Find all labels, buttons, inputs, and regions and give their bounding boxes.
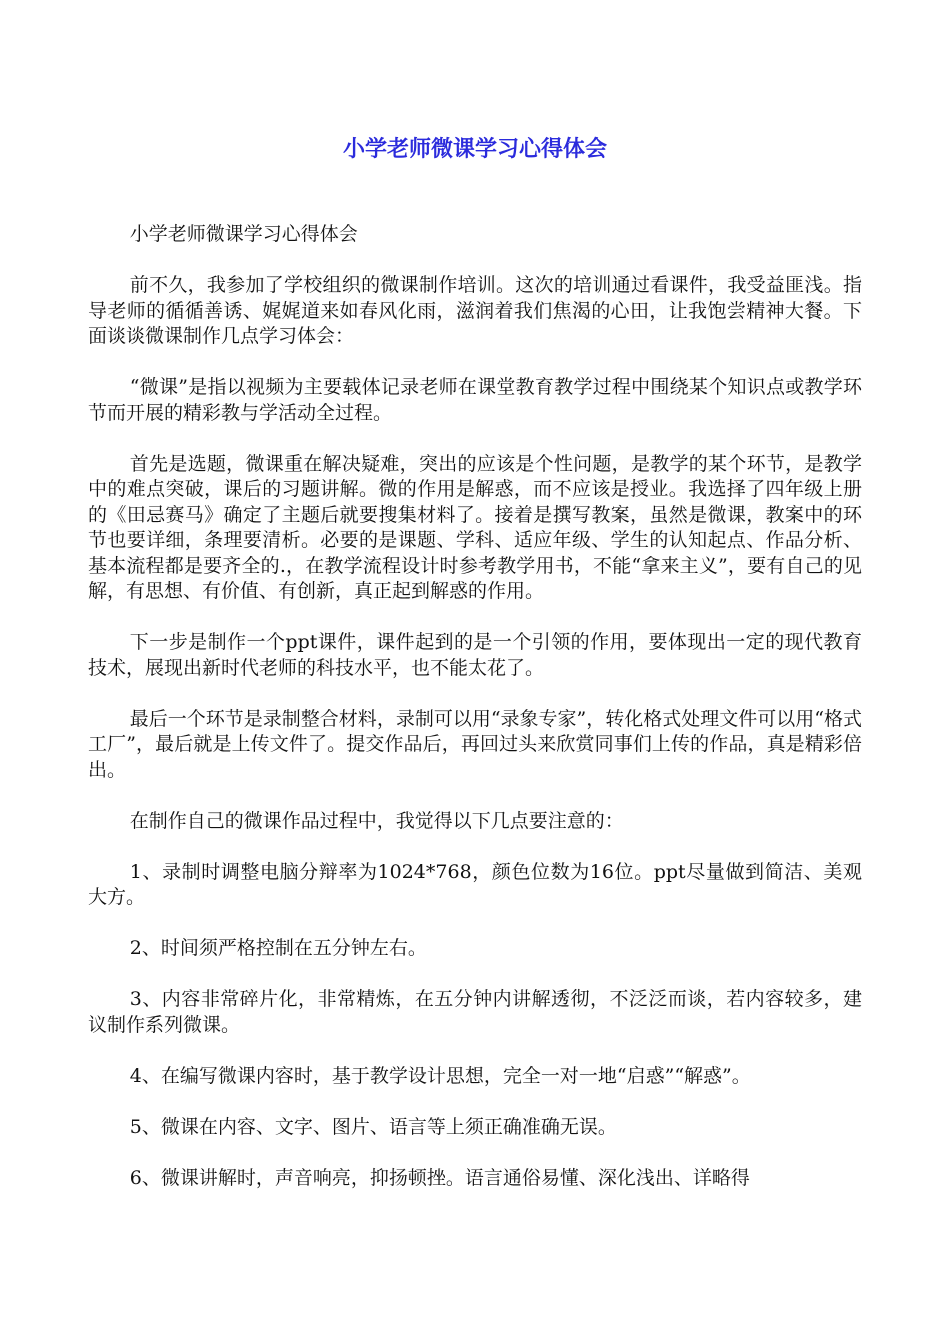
list-item-4: 4、在编写微课内容时，基于教学设计思想，完全一对一地“启惑”“解惑”。	[129, 1064, 751, 1087]
list-item-6: 6、微课讲解时，声音响亮，抑扬顿挫。语言通俗易懂、深化浅出、详略得	[129, 1166, 750, 1189]
paragraph-ppt: 下一步是制作一个ppt课件，课件起到的是一个引领的作用，要体现出一定的现代教育技术，展现出新时代老师的科技水平，也不能太花了。	[88, 631, 862, 679]
list-item-2: 2、时间须严格控制在五分钟左右。	[129, 937, 427, 959]
document-body	[88, 222, 862, 1217]
list-item-3: 3、内容非常碎片化，非常精炼，在五分钟内讲解透彻，不泛泛而谈，若内容较多，建议制作系列微课。	[88, 988, 862, 1036]
paragraph-recording: 最后一个环节是录制整合材料，录制可以用“录象专家”，转化格式处理文件可以用“格式工厂”，最后就是上传文件了。提交作品后，再回过头来欣赏同事们上传的作品，真是精彩倍出。	[88, 707, 862, 781]
list-item-5: 5、微课在内容、文字、图片、语言等上须正确准确无误。	[129, 1115, 617, 1138]
document-title: 小学老师微课学习心得体会	[342, 137, 607, 162]
list-item-1: 1、录制时调整电脑分辩率为1024*768，颜色位数为16位。ppt尽量做到简洁、美观大方。	[88, 860, 862, 908]
paragraph-notes-intro: 在制作自己的微课作品过程中，我觉得以下几点要注意的：	[129, 809, 624, 832]
paragraph-intro: 前不久，我参加了学校组织的微课制作培训。这次的培训通过看课件，我受益匪浅。指导老师的循循善诱、娓娓道来如春风化雨，滋润着我们焦渴的心田，让我饱尝精神大餐。下面谈谈微课制作几点学习体会：	[88, 274, 862, 347]
paragraph-subtitle: 小学老师微课学习心得体会	[129, 223, 358, 245]
paragraph-definition: “微课”是指以视频为主要载体记录老师在课堂教育教学过程中围绕某个知识点或教学环节而开展的精彩教与学活动全过程。	[88, 376, 862, 424]
paragraph-topic-selection: 首先是选题，微课重在解决疑难，突出的应该是个性问题，是教学的某个环节，是教学中的难点突破，课后的习题讲解。微的作用是解惑，而不应该是授业。我选择了四年级上册的《田忌赛马》确定了主题后就要搜集材料了。接着是撰写教案，虽然是微课，教案中的环节也要详细，条理要清析。必要的是课题、学科、适应年级、学生的认知起点、作品分析、基本流程都是要齐全的.，在教学流程设计时参考教学用书，不能“拿来主义”，要有自己的见解，有思想、有价值、有创新，真正起到解惑的作用。	[88, 452, 862, 602]
